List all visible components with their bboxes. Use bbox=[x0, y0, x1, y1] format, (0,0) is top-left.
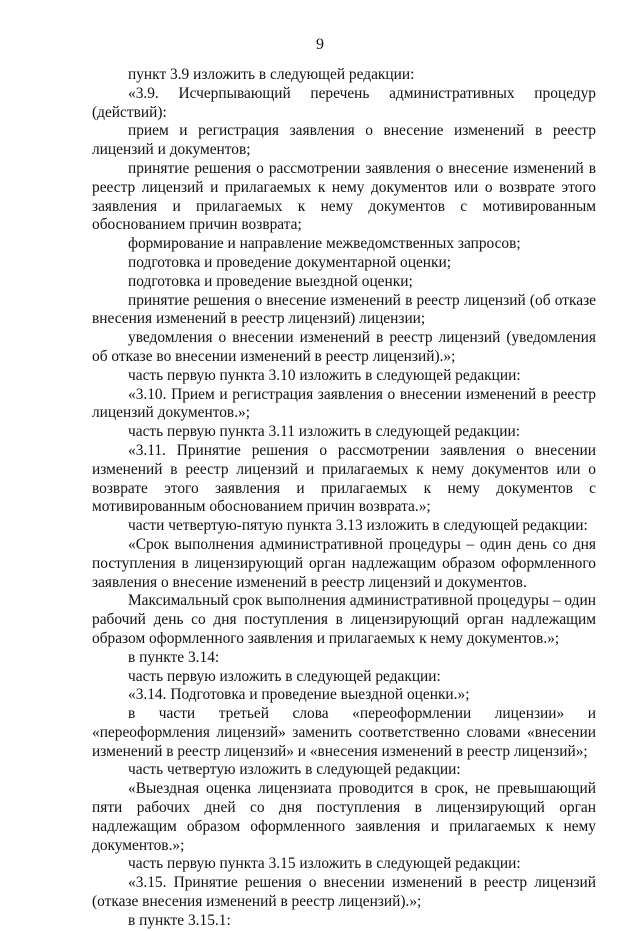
paragraph: принятие решения о рассмотрении заявления о внесение изменений в реестр лицензий и прилагаемых к нему документов или о возврате этого заявления и прилагаемых к нему документов с мотивированным обоснованием причин возврата; bbox=[92, 159, 596, 234]
paragraph: в пункте 3.15.1: bbox=[128, 911, 231, 929]
paragraph: часть первую изложить в следующей редакции: bbox=[128, 667, 441, 685]
paragraph: подготовка и проведение выездной оценки; bbox=[128, 272, 413, 290]
paragraph: «3.14. Подготовка и проведение выездной оценки.»; bbox=[128, 686, 470, 704]
paragraph: «Срок выполнения административной процедуры – один день со дня поступления в лицензирующий орган надлежащим образом оформленного заявления о внесение изменений в реестр лицензий и документов. bbox=[92, 535, 596, 591]
paragraph: «3.15. Принятие решения о внесении изменений в реестр лицензий (отказе внесения изменений в реестр лицензий).»; bbox=[92, 874, 596, 911]
paragraph: Максимальный срок выполнения административной процедуры – один рабочий день со дня поступления в лицензирующий орган надлежащим образом оформленного заявления и прилагаемых к нему документов.»; bbox=[92, 592, 596, 647]
paragraph: «3.9. Исчерпывающий перечень административных процедур (действий): bbox=[92, 84, 596, 121]
paragraph: формирование и направление межведомственных запросов; bbox=[128, 235, 521, 253]
paragraph: в пункте 3.14: bbox=[128, 648, 220, 666]
paragraph: «3.11. Принятие решения о рассмотрении заявления о внесении изменений в реестр лицензий и прилагаемых к нему документов или о возврате этого заявления и прилагаемых к нему документов с мотивированным обоснованием причин возврата.»; bbox=[92, 441, 596, 516]
paragraph: подготовка и проведение документарной оценки; bbox=[128, 253, 452, 271]
paragraph: «Выездная оценка лицензиата проводится в срок, не превышающий пяти рабочих дней со дня поступления в лицензирующий орган надлежащим образом оформленного заявления и прилагаемых к нему документов.»; bbox=[92, 780, 596, 854]
paragraph: уведомления о внесении изменений в реестр лицензий (уведомления об отказе во внесении изменений в реестр лицензий).»; bbox=[92, 329, 596, 365]
paragraph: части четвертую-пятую пункта 3.13 изложить в следующей редакции: bbox=[128, 517, 588, 535]
paragraph: часть четвертую изложить в следующей редакции: bbox=[128, 761, 461, 779]
paragraph: пункт 3.9 изложить в следующей редакции: bbox=[128, 66, 415, 83]
paragraph: часть первую пункта 3.10 изложить в следующей редакции: bbox=[128, 366, 521, 384]
page-number: 9 bbox=[316, 36, 324, 53]
paragraph: принятие решения о внесение изменений в реестр лицензий (об отказе внесения изменений в реестр лицензий) лицензии; bbox=[92, 291, 596, 328]
paragraph: часть первую пункта 3.11 изложить в следующей редакции: bbox=[128, 423, 521, 441]
paragraph: часть первую пункта 3.15 изложить в следующей редакции: bbox=[128, 855, 521, 873]
paragraph: «3.10. Прием и регистрация заявления о внесении изменений в реестр лицензий документов.»; bbox=[92, 385, 596, 422]
paragraph: прием и регистрация заявления о внесение изменений в реестр лицензий и документов; bbox=[92, 122, 596, 159]
document-body bbox=[92, 66, 596, 931]
paragraph: в части третьей слова «переоформлении лицензии» и «переоформления лицензий» заменить соответственно словами «внесении изменений в реестр лицензий» и «внесения изменений в реестр лицензий»; bbox=[92, 705, 596, 760]
